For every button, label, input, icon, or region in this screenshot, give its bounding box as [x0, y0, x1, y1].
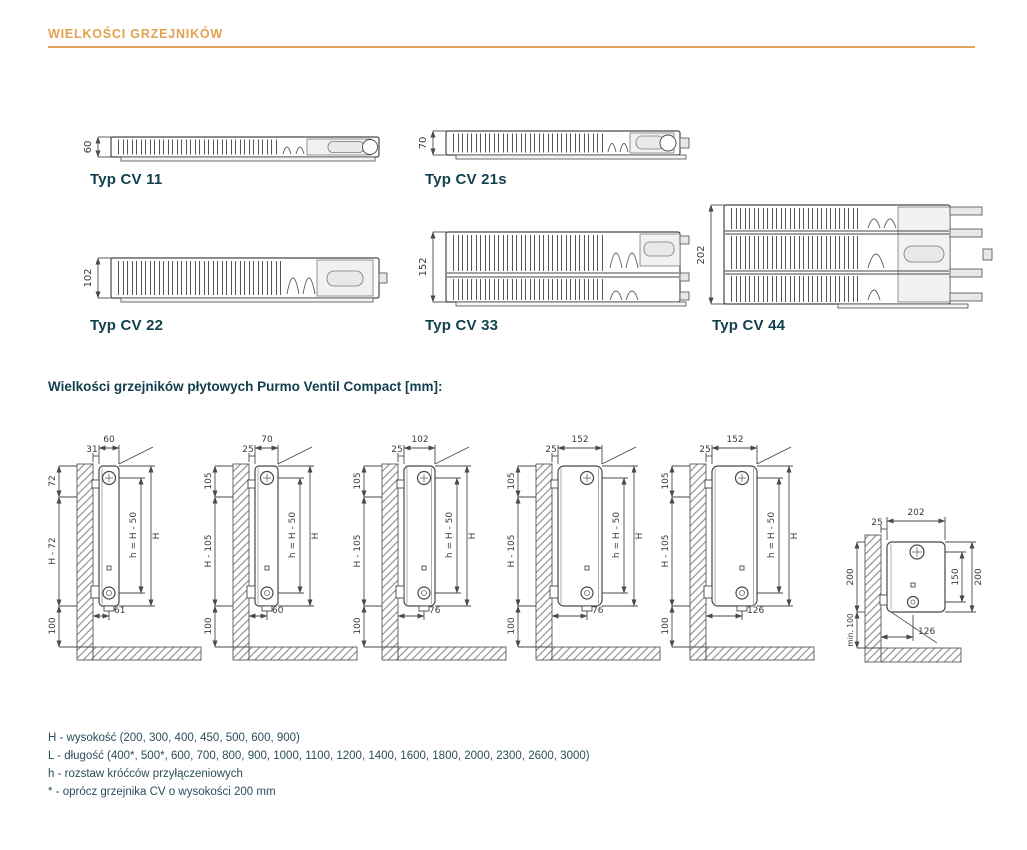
radiator-body	[724, 205, 992, 308]
dim-offset: 25	[871, 518, 883, 528]
dim-h: h = H - 50	[129, 511, 139, 559]
floor-hatch	[706, 647, 814, 660]
radiator	[704, 466, 757, 611]
dim-h: h = H - 50	[612, 511, 622, 559]
legend-line-L: L - długość (400*, 500*, 600, 700, 800, 900, 1000, 1100, 1200, 1400, 1600, 1800, 2000, 2300, 2600, 3000)	[48, 750, 590, 762]
cv21s-top-view	[420, 122, 705, 172]
cv33-side-view	[506, 420, 671, 672]
depth-label: 60	[83, 140, 94, 154]
wall-hatch	[690, 464, 706, 660]
dim-bottom: 76	[429, 606, 441, 616]
cv11-side-view	[47, 420, 212, 672]
dim-lower: 100	[48, 617, 58, 635]
dim-bottom: 126	[747, 606, 765, 616]
section-heading: Wielkości grzejników płytowych Purmo Ventil Compact [mm]:	[48, 379, 443, 394]
dim-depth: 102	[411, 435, 429, 445]
dim-H: H	[152, 532, 162, 540]
dimension-labels	[83, 141, 94, 154]
depth-label: 202	[696, 245, 707, 265]
dim-offset: 25	[391, 445, 403, 455]
cv44-top-view	[698, 198, 1015, 312]
wall-hatch	[77, 464, 93, 660]
legend-line-h: h - rozstaw króćców przyłączeniowych	[48, 768, 243, 780]
cv44-side-view	[660, 420, 825, 672]
legend-line-asterisk: * - oprócz grzejnika CV o wysokości 200 mm	[48, 786, 276, 798]
cv33-label: Typ CV 33	[425, 317, 499, 334]
radiator-body	[446, 232, 689, 306]
dim-depth: 60	[103, 435, 115, 445]
dim-bottom: 60	[272, 606, 284, 616]
dim-middle: H - 105	[661, 534, 671, 568]
dim-depth: 152	[571, 435, 589, 445]
dimension-labels	[418, 257, 429, 276]
dim-depth: 152	[726, 435, 744, 445]
dim-bottom: 126	[918, 627, 936, 637]
dim-upper: 105	[507, 472, 517, 490]
depth-label: 70	[418, 136, 429, 150]
dim-H: H	[635, 532, 645, 540]
radiator-body	[111, 137, 379, 161]
dim-middle: H - 72	[48, 537, 58, 565]
dim-H: H	[468, 532, 478, 540]
floor-hatch	[881, 648, 961, 662]
legend-line-H: H - wysokość (200, 300, 400, 450, 500, 600, 900)	[48, 732, 300, 744]
dim-offset: 25	[242, 445, 254, 455]
cv11-top-view	[85, 128, 395, 172]
floor-hatch	[93, 647, 201, 660]
dimension-labels	[696, 245, 707, 264]
dim-bottom: 76	[592, 606, 604, 616]
floor-hatch	[552, 647, 660, 660]
dim-offset: 25	[545, 445, 557, 455]
page-title: WIELKOŚCI GRZEJNIKÓW	[48, 27, 224, 41]
dim-middle: H - 105	[204, 534, 214, 568]
radiator	[396, 466, 435, 611]
cv44-label: Typ CV 44	[712, 317, 786, 334]
dim-H: H	[790, 532, 800, 540]
radiator	[91, 466, 119, 611]
dim-lower: 100	[507, 617, 517, 635]
dim-H: H	[311, 532, 321, 540]
title-rule	[48, 46, 975, 48]
dim-upper: 105	[204, 472, 214, 490]
wall-hatch	[536, 464, 552, 660]
dim-h: h = H - 50	[445, 511, 455, 559]
dim-middle: H - 105	[507, 534, 517, 568]
dim-clearance: min. 100	[846, 613, 855, 647]
cv33-top-view	[420, 226, 705, 310]
depth-label: 102	[83, 268, 94, 288]
radiator	[247, 466, 278, 611]
wall-hatch	[233, 464, 249, 660]
dim-middle: H - 105	[353, 534, 363, 568]
cv44-installation-detail	[845, 485, 1020, 680]
dim-upper: 105	[353, 472, 363, 490]
dim-h: h = H - 50	[767, 511, 777, 559]
cv22-side-view	[352, 420, 517, 672]
dim-upper: 72	[48, 475, 58, 487]
dim-h: h = H - 50	[288, 511, 298, 559]
cv22-top-view	[85, 252, 395, 308]
floor-hatch	[398, 647, 506, 660]
dim-inner: 150	[951, 568, 961, 586]
dim-offset: 31	[86, 445, 98, 455]
dim-depth: 70	[261, 435, 273, 445]
wall-hatch	[865, 535, 881, 662]
dim-lower: 100	[661, 617, 671, 635]
cv21s-side-view	[203, 420, 368, 672]
dim-height: 200	[846, 568, 856, 586]
dim-depth: 202	[907, 508, 925, 518]
dimension-labels	[83, 268, 94, 287]
cv22-label: Typ CV 22	[90, 317, 164, 334]
radiator	[550, 466, 602, 611]
dim-outer: 200	[974, 568, 984, 586]
wall-hatch	[382, 464, 398, 660]
depth-label: 152	[418, 257, 429, 277]
dimension-labels	[418, 137, 429, 150]
dim-lower: 100	[353, 617, 363, 635]
dim-lower: 100	[204, 617, 214, 635]
radiator	[880, 542, 945, 643]
dim-upper: 105	[661, 472, 671, 490]
dim-bottom: 61	[114, 606, 126, 616]
dim-offset: 25	[699, 445, 711, 455]
cv11-label: Typ CV 11	[90, 171, 163, 188]
floor-hatch	[249, 647, 357, 660]
cv21s-label: Typ CV 21s	[425, 171, 507, 188]
radiator-body	[446, 131, 689, 159]
radiator-body	[111, 258, 387, 302]
